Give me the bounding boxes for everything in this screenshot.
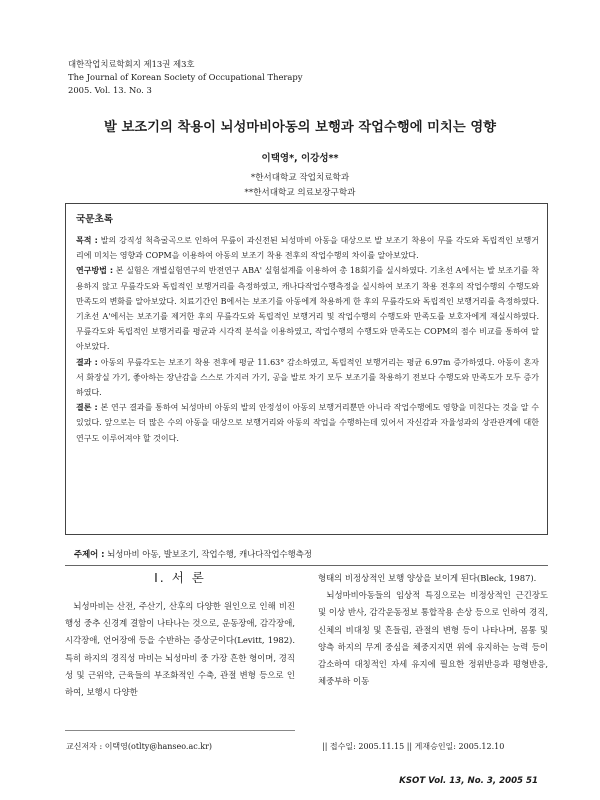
- journal-volume: 2005. Vol. 13. No. 3: [68, 85, 152, 95]
- journal-name-korean: 대한작업치료학회지 제13권 제3호: [68, 59, 195, 69]
- right-column: [318, 570, 548, 690]
- page-footer: KSOT Vol. 13, No. 3, 2005 51: [399, 776, 538, 786]
- abstract-method-text: 본 실험은 개별실험연구의 반전연구 ABA' 실험설계를 이용하여 총 18회기를 실시하였다. 기초선 A에서는 발 보조기를 착용하지 않고 무릎각도와 독립적인 보행거리를 측정하였고, 캐나다작업수행측정을 실시하여 보조기 착용 전후의 작업수행의 수행도와 만족도의 변화를 알아보았다. 치료기간인 B에서는 보조기를 아동에게 착용하게 한 후의 무릎각도와 독립적인 보행거리를 측정하였다. 기초선 A'에서는 보조기를 제거한 후의 무릎각도와 독립적인 보행거리 및 작업수행의 수행도와 만족도를 보호자에게 재실시하였다. 무릎각도와 독립적인 보행거리를 평균과 시각적 분석을 이용하였고, 작업수행의 수행도와 만족도는 COPM의 점수 비교를 통하여 알아보았다.: [76, 266, 539, 352]
- authors: 이택영*, 이강성**: [261, 153, 339, 164]
- journal-header: [68, 58, 303, 97]
- intro-paragraph-1-cont: 형태의 비정상적인 보행 양상을 보이게 된다(Bleck, 1987).: [318, 573, 537, 583]
- abstract-conclusion-label: 결론 :: [76, 403, 98, 413]
- abstract-results-text: 아동의 무릎각도는 보조기 착용 전후에 평균 11.63° 감소하였고, 독립적인 보행거리는 평균 6.97m 증가하였다. 아동이 혼자서 화장실 가기, 좋아하는 장난감을 스스로 가지러 가기, 공을 발로 차기 모두 보조기를 착용하기 전보다 수행도와 만족도가 모두 증가하였다.: [76, 357, 539, 398]
- abstract-method-label: 연구방법 :: [76, 266, 114, 276]
- journal-name-english: The Journal of Korean Society of Occupational Therapy: [68, 72, 303, 82]
- keywords-divider: [65, 565, 548, 566]
- paper-title: 발 보조기의 착용이 뇌성마비아동의 보행과 작업수행에 미치는 영향: [103, 120, 497, 135]
- abstract-purpose: [76, 233, 539, 263]
- affiliation-2: **한서대학교 의료보장구학과: [244, 188, 356, 198]
- left-column: [65, 570, 295, 701]
- abstract-purpose-label: 목적 :: [76, 236, 98, 245]
- keywords-label: 주제어 :: [74, 549, 105, 559]
- submission-dates: || 접수일: 2005.11.15 || 게재승인일: 2005.12.10: [322, 742, 505, 751]
- abstract-heading: 국문초록: [76, 214, 114, 225]
- footnote-divider: [65, 730, 295, 731]
- intro-paragraph-1: 뇌성마비는 산전, 주산기, 산후의 다양한 원인으로 인해 비진행성 중추 신경계 결함이 나타나는 것으로, 운동장애, 감각장애, 시각장애, 언어장애 등을 수반하는 증상군이다(Levitt, 1982). 특히 하지의 경직성 마비는 뇌성마비 중 가장 흔한 형이며, 경직성 및 근위약, 근육들의 부조화적인 수축, 관절 변형 등으로 인하여, 보행시 다양한: [65, 601, 295, 698]
- abstract-purpose-text: 발의 강직성 척측굴곡으로 인하여 무릎이 과신전된 뇌성마비 아동을 대상으로 발 보조기 착용이 무릎 각도와 독립적인 보행거리에 미치는 영향과 COPM을 이용하여 아동의 보조기 착용 전후의 작업수행의 차이를 알아보았다.: [76, 236, 539, 261]
- abstract-conclusion-text: 본 연구 결과를 통하여 뇌성마비 아동의 발의 안정성이 아동의 보행거리뿐만 아니라 작업수행에도 영향을 미친다는 것을 알 수 있었다. 앞으로는 더 많은 수의 아동을 대상으로 보행거리와 아동의 작업을 수행하는데 있어서 자신감과 자율성과의 상관관계에 대한 연구도 이루어져야 할 것이다.: [76, 403, 539, 443]
- abstract-results: [76, 355, 539, 401]
- keywords-text: 뇌성마비 아동, 발보조기, 작업수행, 캐나다작업수행측정: [104, 549, 312, 559]
- correspondence-note: 교신저자 : 이택영(otlty@hanseo.ac.kr): [66, 742, 213, 751]
- abstract-results-label: 결과 :: [76, 357, 98, 367]
- keywords: [74, 548, 312, 560]
- abstract-method: [76, 263, 539, 354]
- affiliation-1: *한서대학교 작업치료학과: [250, 173, 350, 183]
- abstract-box: [65, 203, 548, 535]
- abstract-conclusion: [76, 400, 539, 446]
- section-heading-introduction: Ⅰ. 서 론: [154, 570, 206, 585]
- intro-paragraph-2: 뇌성마비아동들의 임상적 특징으로는 비정상적인 근긴장도 및 이상 반사, 감각운동정보 통합작용 손상 등으로 인하여 경직, 신체의 비대칭 및 흔들림, 관절의 변형 등이 나타나며, 몸통 및 양측 하지의 무게 중심을 체중지지면 위에 유지하는 능력 등이 감소하여 대칭적인 자세 유지에 필요한 정위반응과 평형반응, 체중부하 이동: [318, 590, 548, 687]
